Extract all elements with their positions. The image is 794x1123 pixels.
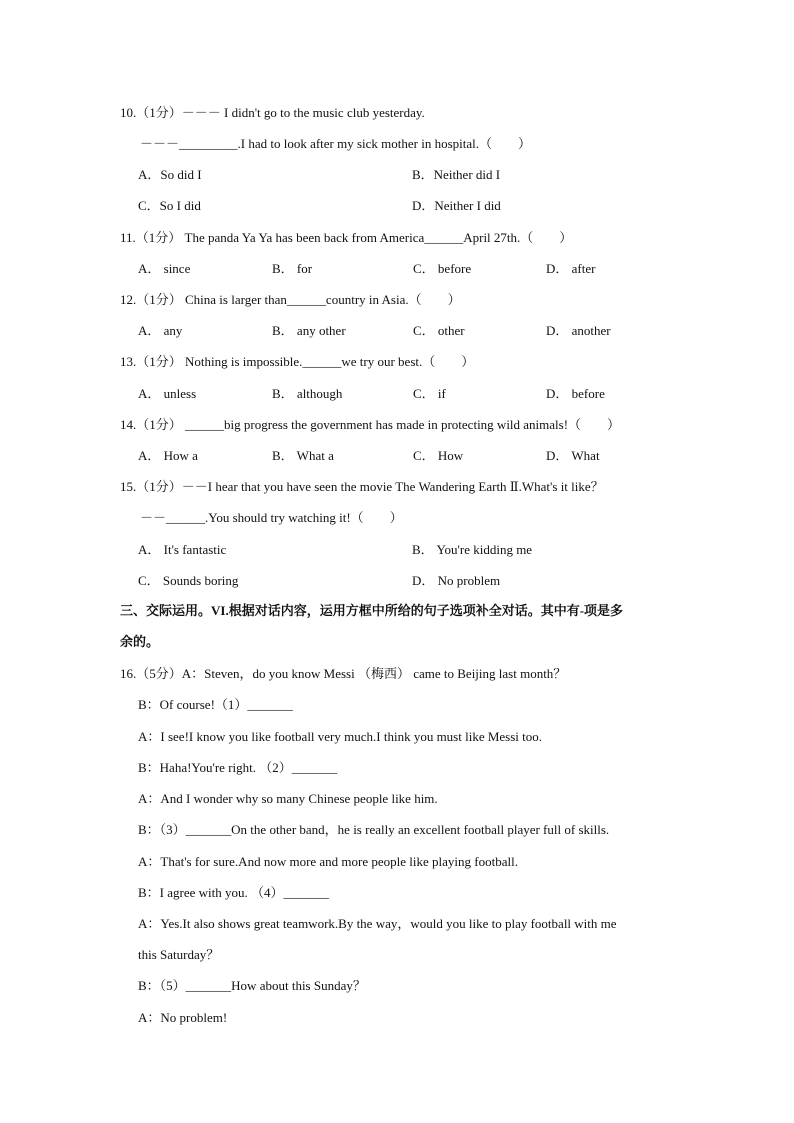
question-13-option-d: D． before [546,386,605,401]
question-11-option-d: D． after [546,261,596,276]
dialogue-line: B：（5）_______How about this Sunday？ [138,978,366,993]
question-13-option-a: A． unless [138,386,197,401]
question-10-option-d: D．Neither I did [412,198,501,213]
section-heading: 三、交际运用。VI.根据对话内容，运用方框中所给的句子选项补全对话。其中有-项是多 [120,603,624,618]
dialogue-line: this Saturday？ [138,947,220,962]
question-13-stem: 13.（1分） Nothing is impossible.______we try our best.（ ） [120,354,475,369]
question-15-option-d: D． No problem [412,573,501,588]
dialogue-line: A：No problem! [138,1010,228,1025]
dialogue-line: A：That's for sure.And now more and more people like playing football. [138,854,518,869]
question-14-option-c: C． How [413,448,464,463]
question-11-option-c: C． before [413,261,472,276]
question-13-option-c: C． if [413,386,446,401]
dialogue-line: A：And I wonder why so many Chinese people like him. [138,791,438,806]
question-12-option-d: D． another [546,323,611,338]
question-15-option-a: A． It's fantastic [138,542,227,557]
question-12-option-c: C． other [413,323,465,338]
question-10-option-a: A．So did I [138,167,202,182]
question-14-stem: 14.（1分） ______big progress the government has made in protecting wild animals!（ ） [120,417,621,432]
dialogue-line: A：I see!I know you like football very much.I think you must like Messi too. [138,729,543,744]
question-11-option-a: A． since [138,261,191,276]
question-14-option-a: A． How a [138,448,198,463]
question-10-stem-reply: －－－_________.I had to look after my sick mother in hospital.（ ） [140,136,532,151]
question-12-option-a: A． any [138,323,183,338]
dialogue-line: B：I agree with you. （4）_______ [138,885,330,900]
question-12-stem: 12.（1分） China is larger than______country in Asia.（ ） [120,292,461,307]
question-10-option-c: C．So I did [138,198,201,213]
question-10-option-b: B．Neither did I [412,167,501,182]
question-14-option-d: D． What [546,448,600,463]
question-15-option-c: C． Sounds boring [138,573,239,588]
question-10-stem: 10.（1分）－－－ I didn't go to the music club yesterday. [120,105,425,120]
question-11-option-b: B． for [272,261,313,276]
question-13-option-b: B． although [272,386,343,401]
question-12-option-b: B． any other [272,323,346,338]
question-15-stem-reply: －－______.You should try watching it!（ ） [140,510,403,525]
dialogue-line: B：Haha!You're right. （2）_______ [138,760,338,775]
section-heading-continued: 余的。 [120,634,160,649]
question-15-stem: 15.（1分）－－I hear that you have seen the movie The Wandering Earth Ⅱ.What's it like？ [120,479,604,494]
dialogue-line: B：Of course!（1）_______ [138,697,293,712]
question-14-option-b: B． What a [272,448,334,463]
question-16-stem: 16.（5分）A：Steven，do you know Messi （梅西） came to Beijing last month？ [120,666,567,681]
dialogue-line: A：Yes.It also shows great teamwork.By the way，would you like to play football with me [138,916,617,931]
dialogue-line: B：（3）_______On the other band，he is really an excellent football player full of skills. [138,822,610,837]
question-11-stem: 11.（1分） The panda Ya Ya has been back from America______April 27th.（ ） [120,230,573,245]
question-15-option-b: B． You're kidding me [412,542,533,557]
